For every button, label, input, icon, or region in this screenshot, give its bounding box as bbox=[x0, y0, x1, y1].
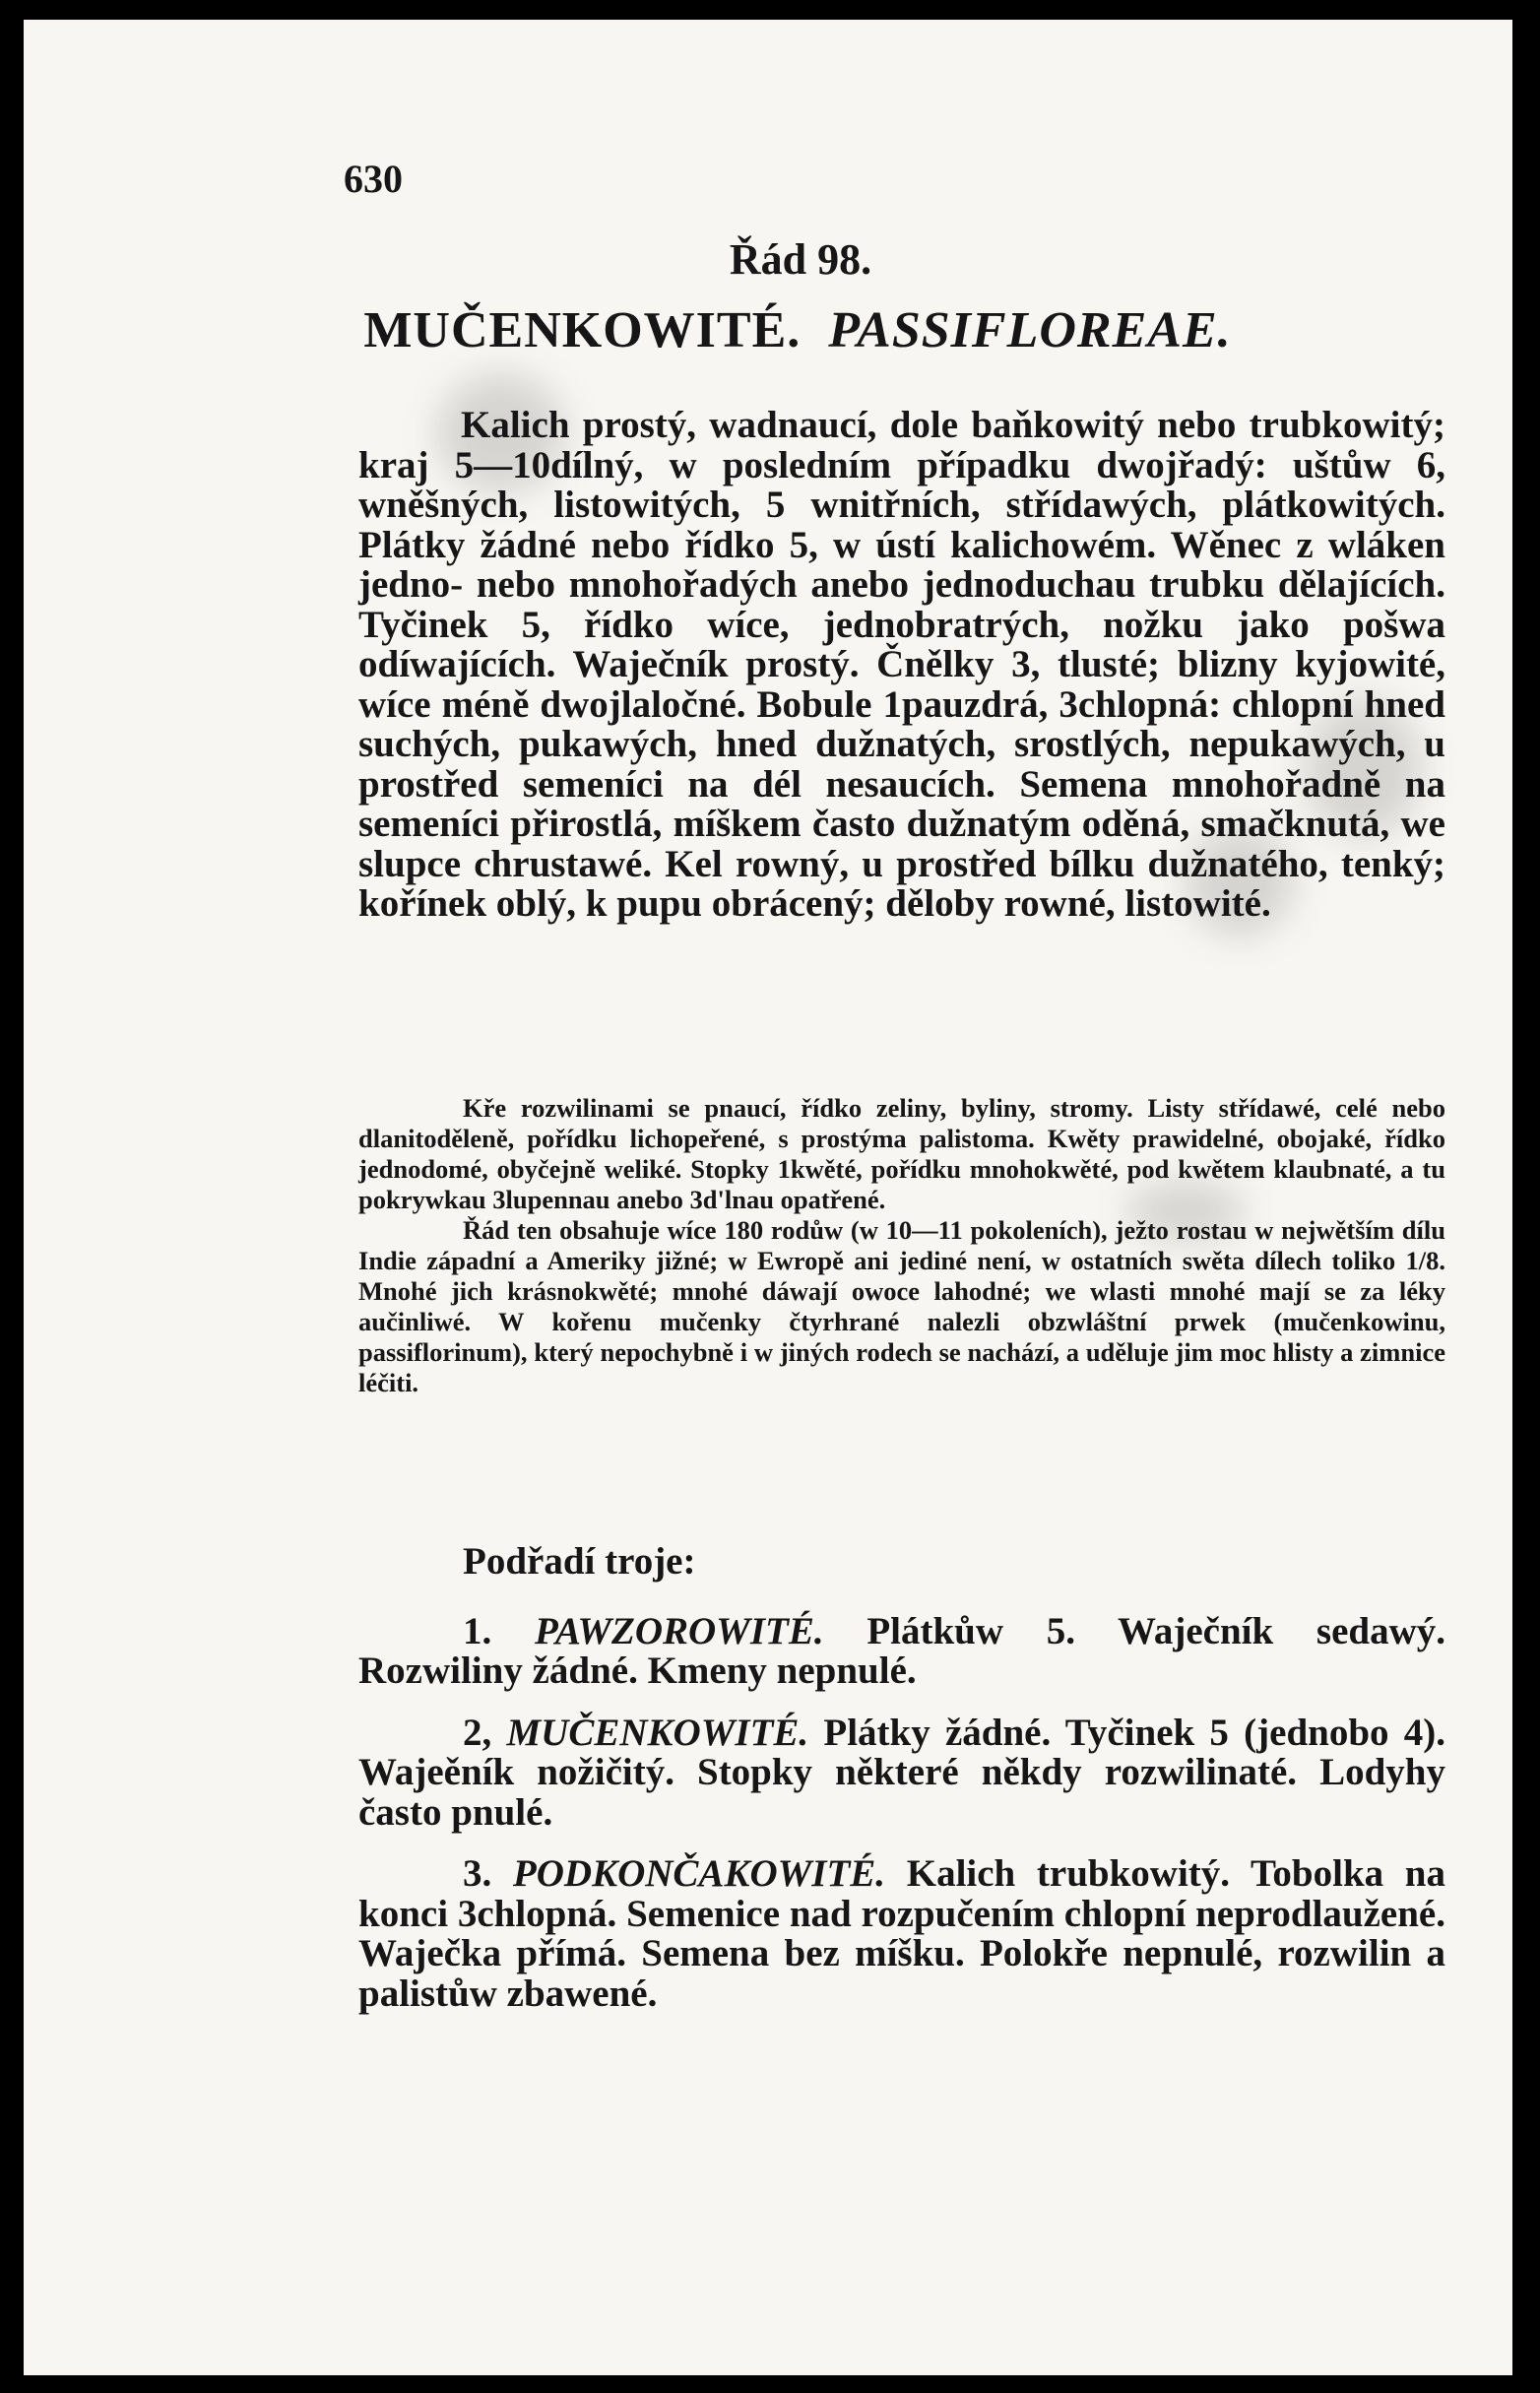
note-paragraph: Řád ten obsahuje wíce 180 rodůw (w 10—11 pokoleních), ježto rostau w nejwětším dílu Indie západní a Ameriky jižné; w Ewropě ani jediné není, w ostatních swěta dílech toliko 1/8. Mnohé jich krásnokwěté; mnohé dáwají owoce lahodné; we wlasti mnohé mají se za léky aučinliwé. W kořenu mučenky čtyrhrané nalezli obzwláštní prwek (mučenkowinu, passiflorinum), který nepochybně i w jiných rodech se nachází, a uděluje jim moc hlisty a zimnice léčiti. bbox=[358, 1215, 1445, 1397]
suborder-number: 2, bbox=[463, 1711, 492, 1754]
order-label: Řád 98. bbox=[729, 235, 872, 284]
book-page bbox=[24, 20, 1512, 2375]
suborder-number: 1. bbox=[463, 1609, 492, 1652]
suborder-name: PAWZOROWITÉ. bbox=[534, 1609, 824, 1652]
suborders-heading: Podřadí troje: bbox=[463, 1540, 696, 1583]
notes-section bbox=[358, 1093, 1445, 1398]
suborder-text: Plátkůw 5. Waječník sedawý. Rozwiliny žádné. Kmeny nepnulé. bbox=[358, 1609, 1445, 1692]
suborder-item bbox=[358, 1609, 1445, 1692]
family-title bbox=[24, 301, 1512, 359]
suborder-item bbox=[358, 1711, 1446, 1834]
suborder-text: Plátky žádné. Tyčinek 5 (jednobo 4). Wajeěník nožičitý. Stopky některé někdy rozwilinaté. Lodyhy často pnulé. bbox=[358, 1711, 1446, 1834]
family-latin-name: PASSIFLOREAE. bbox=[828, 302, 1232, 358]
main-paragraph: Kalich prostý, wadnaucí, dole baňkowitý nebo trubkowitý; kraj 5—10dílný, w posledním případku dwojřadý: uštůw 6, wněšných, listowitých, 5 wnitřních, střídawých, plátkowitých. Plátky žádné nebo řídko 5, w ústí kalichowém. Wěnec z wláken jedno- nebo mnohořadých anebo jednoduchau trubku dělajících. Tyčinek 5, řídko wíce, jednobratrých, nožku jako pošwa odíwajících. Waječník prostý. Čnělky 3, tlusté; blizny kyjowité, wíce méně dwojlaločné. Bobule 1pauzdrá, 3chlopná: chlopní hned suchých, pukawých, hned dužnatých, srostlých, nepukawých, u prostřed semeníci na dél nesaucích. Semena mnohořadně na semeníci přirostlá, míškem často dužnatým oděná, smačknutá, we slupce chrustawé. Kel rowný, u prostřed bílku dužnatého, tenký; kořínek oblý, k pupu obrácený; děloby rowné, listowité. bbox=[358, 404, 1445, 925]
page-number: 630 bbox=[344, 157, 403, 201]
suborder-item bbox=[358, 1854, 1445, 2014]
suborder-text: Kalich trubkowitý. Tobolka na konci 3chlopná. Semenice nad rozpučením chlopní neprodlaužené. Waječka přímá. Semena bez míšku. Polokře nepnulé, rozwilin a palistůw zbawené. bbox=[358, 1852, 1445, 2015]
note-paragraph: Kře rozwilinami se pnaucí, řídko zeliny, byliny, stromy. Listy střídawé, celé nebo dlanitoděleně, pořídku lichopeřené, s prostýma palistoma. Kwěty prawidelné, obojaké, řídko jednodomé, obyčejně weliké. Stopky 1kwěté, pořídku mnohokwěté, pod kwětem klaubnaté, a tu pokrywkau 3lupennau anebo 3d'lnau opatřené. bbox=[358, 1093, 1445, 1214]
suborders-section bbox=[358, 1542, 1445, 2036]
suborder-name: PODKONČAKOWITÉ. bbox=[512, 1852, 886, 1895]
suborder-number: 3. bbox=[463, 1852, 492, 1895]
family-czech-name: MUČENKOWITÉ. bbox=[363, 302, 802, 358]
suborder-name: MUČENKOWITÉ. bbox=[506, 1711, 809, 1754]
